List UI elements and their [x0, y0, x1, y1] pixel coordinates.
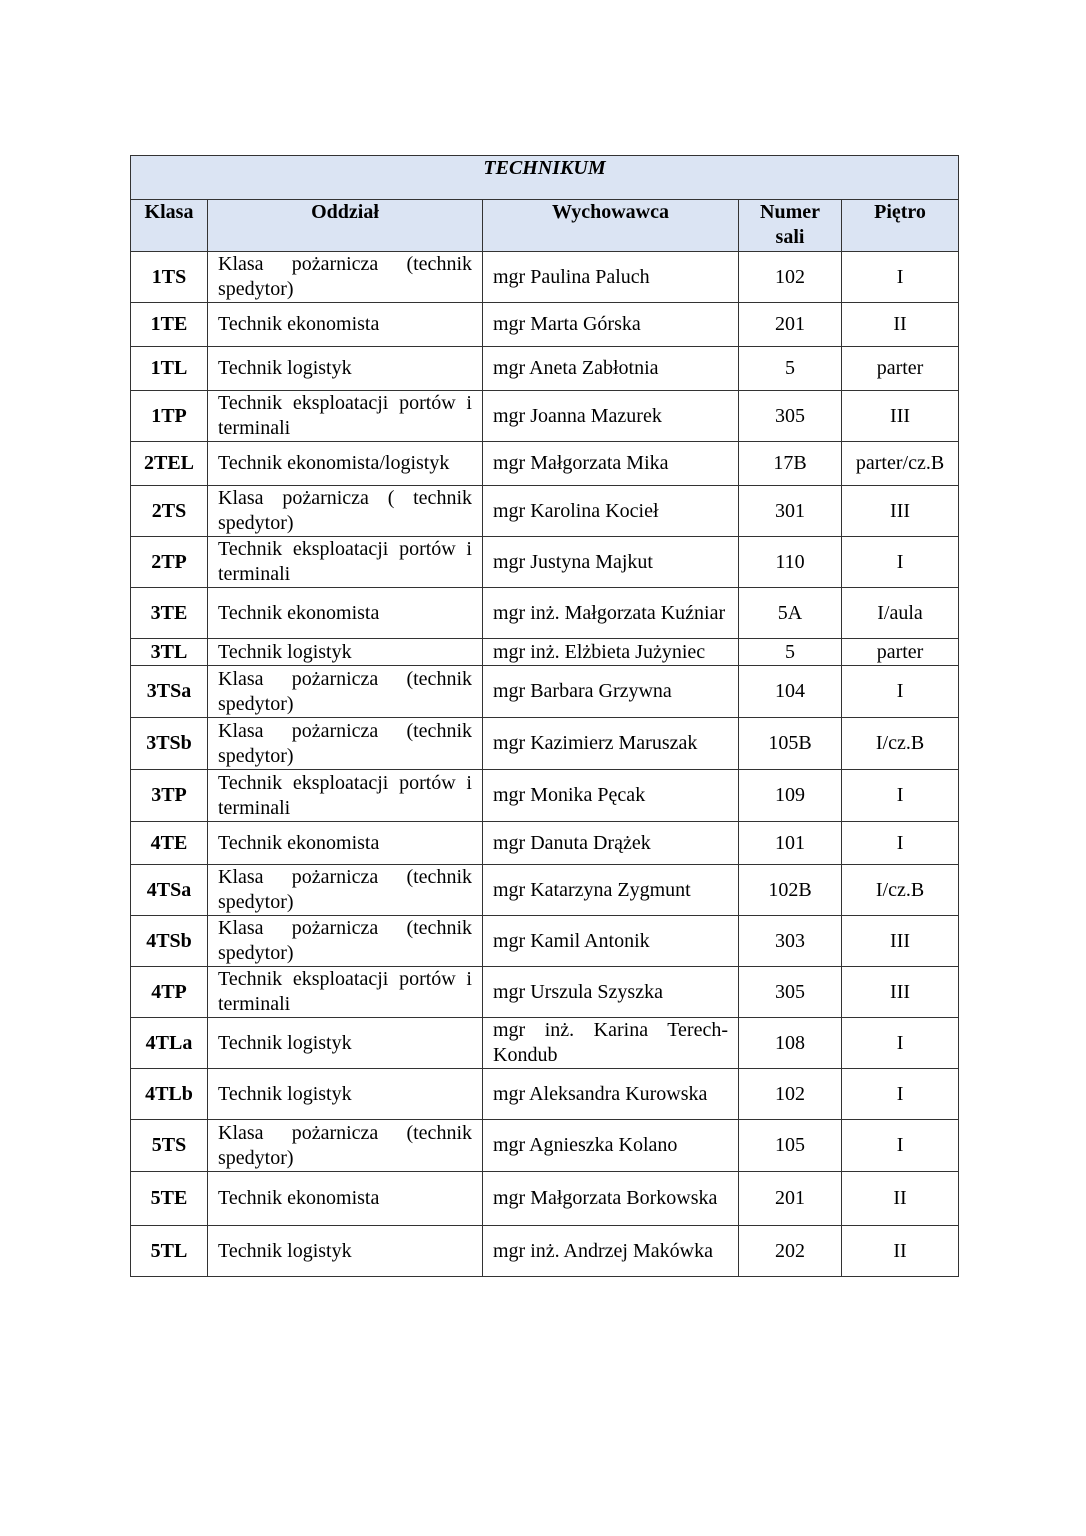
pietro-cell: I — [842, 537, 959, 588]
oddzial-cell: Klasa pożarnicza (technik spedytor) — [208, 865, 483, 916]
sala-cell: 102 — [739, 1069, 842, 1120]
pietro-cell: III — [842, 967, 959, 1018]
wychowawca-cell: mgr Danuta Drążek — [483, 822, 739, 865]
wychowawca-cell: mgr Monika Pęcak — [483, 770, 739, 822]
table-row — [131, 1120, 959, 1172]
table-row — [131, 442, 959, 486]
wychowawca-cell: mgr Kazimierz Maruszak — [483, 718, 739, 770]
klasa-cell: 5TE — [131, 1172, 208, 1226]
pietro-cell: I/aula — [842, 588, 959, 639]
table-row — [131, 666, 959, 718]
klasa-cell: 4TSa — [131, 865, 208, 916]
wychowawca-cell: mgr inż. Karina Terech-Kondub — [483, 1018, 739, 1069]
header-wychowawca: Wychowawca — [483, 200, 739, 252]
sala-cell: 102 — [739, 252, 842, 303]
klasa-cell: 4TLa — [131, 1018, 208, 1069]
table-row — [131, 770, 959, 822]
oddzial-cell: Klasa pożarnicza (technik spedytor) — [208, 916, 483, 967]
pietro-cell: parter — [842, 639, 959, 666]
table-body — [131, 252, 959, 1277]
sala-cell: 108 — [739, 1018, 842, 1069]
pietro-cell: II — [842, 1226, 959, 1277]
pietro-cell: II — [842, 1172, 959, 1226]
pietro-cell: I/cz.B — [842, 718, 959, 770]
oddzial-cell: Klasa pożarnicza ( technik spedytor) — [208, 486, 483, 537]
wychowawca-cell: mgr inż. Małgorzata Kuźniar — [483, 588, 739, 639]
oddzial-cell: Technik eksploatacji portów i terminali — [208, 537, 483, 588]
wychowawca-cell: mgr Agnieszka Kolano — [483, 1120, 739, 1172]
table-row — [131, 718, 959, 770]
table-row — [131, 537, 959, 588]
sala-cell: 5 — [739, 639, 842, 666]
wychowawca-cell: mgr Kamil Antonik — [483, 916, 739, 967]
pietro-cell: parter — [842, 347, 959, 391]
oddzial-cell: Technik ekonomista/logistyk — [208, 442, 483, 486]
klasa-cell: 1TE — [131, 303, 208, 347]
table-row — [131, 822, 959, 865]
sala-cell: 305 — [739, 967, 842, 1018]
oddzial-cell: Technik logistyk — [208, 639, 483, 666]
wychowawca-cell: mgr inż. Andrzej Makówka — [483, 1226, 739, 1277]
table-row — [131, 1172, 959, 1226]
oddzial-cell: Technik logistyk — [208, 1226, 483, 1277]
table-title: TECHNIKUM — [131, 156, 959, 200]
header-pietro: Piętro — [842, 200, 959, 252]
klasa-cell: 1TL — [131, 347, 208, 391]
pietro-cell: II — [842, 303, 959, 347]
oddzial-cell: Technik logistyk — [208, 347, 483, 391]
sala-cell: 301 — [739, 486, 842, 537]
oddzial-cell: Klasa pożarnicza (technik spedytor) — [208, 1120, 483, 1172]
oddzial-cell: Technik ekonomista — [208, 1172, 483, 1226]
table-row — [131, 303, 959, 347]
oddzial-cell: Technik eksploatacji portów i terminali — [208, 967, 483, 1018]
sala-cell: 102B — [739, 865, 842, 916]
pietro-cell: I — [842, 252, 959, 303]
table-row — [131, 391, 959, 442]
klasa-cell: 4TP — [131, 967, 208, 1018]
table-row — [131, 916, 959, 967]
table-row — [131, 588, 959, 639]
sala-cell: 5A — [739, 588, 842, 639]
table-row — [131, 1226, 959, 1277]
oddzial-cell: Klasa pożarnicza (technik spedytor) — [208, 718, 483, 770]
pietro-cell: III — [842, 486, 959, 537]
header-klasa: Klasa — [131, 200, 208, 252]
pietro-cell: I/cz.B — [842, 865, 959, 916]
klasa-cell: 4TLb — [131, 1069, 208, 1120]
wychowawca-cell: mgr inż. Elżbieta Jużyniec — [483, 639, 739, 666]
klasa-cell: 4TSb — [131, 916, 208, 967]
wychowawca-cell: mgr Justyna Majkut — [483, 537, 739, 588]
klasa-cell: 5TL — [131, 1226, 208, 1277]
table-row — [131, 967, 959, 1018]
oddzial-cell: Technik eksploatacji portów i terminali — [208, 770, 483, 822]
wychowawca-cell: mgr Małgorzata Borkowska — [483, 1172, 739, 1226]
klasa-cell: 5TS — [131, 1120, 208, 1172]
sala-cell: 303 — [739, 916, 842, 967]
wychowawca-cell: mgr Urszula Szyszka — [483, 967, 739, 1018]
wychowawca-cell: mgr Karolina Kocieł — [483, 486, 739, 537]
pietro-cell: I — [842, 770, 959, 822]
klasa-cell: 2TS — [131, 486, 208, 537]
header-oddzial: Oddział — [208, 200, 483, 252]
klasa-cell: 3TSb — [131, 718, 208, 770]
table-row — [131, 865, 959, 916]
oddzial-cell: Technik ekonomista — [208, 588, 483, 639]
sala-cell: 105B — [739, 718, 842, 770]
sala-cell: 201 — [739, 1172, 842, 1226]
header-numer-sali: Numer sali — [739, 200, 842, 252]
pietro-cell: I — [842, 1069, 959, 1120]
sala-cell: 105 — [739, 1120, 842, 1172]
oddzial-cell: Technik ekonomista — [208, 822, 483, 865]
class-table — [130, 155, 959, 1277]
pietro-cell: I — [842, 1120, 959, 1172]
sala-cell: 104 — [739, 666, 842, 718]
oddzial-cell: Technik logistyk — [208, 1018, 483, 1069]
oddzial-cell: Technik logistyk — [208, 1069, 483, 1120]
oddzial-cell: Technik ekonomista — [208, 303, 483, 347]
table-row — [131, 347, 959, 391]
pietro-cell: III — [842, 916, 959, 967]
klasa-cell: 2TEL — [131, 442, 208, 486]
sala-cell: 305 — [739, 391, 842, 442]
klasa-cell: 1TS — [131, 252, 208, 303]
table-row — [131, 486, 959, 537]
sala-cell: 17B — [739, 442, 842, 486]
pietro-cell: III — [842, 391, 959, 442]
pietro-cell: I — [842, 822, 959, 865]
klasa-cell: 4TE — [131, 822, 208, 865]
table-row — [131, 1018, 959, 1069]
wychowawca-cell: mgr Małgorzata Mika — [483, 442, 739, 486]
pietro-cell: I — [842, 666, 959, 718]
sala-cell: 109 — [739, 770, 842, 822]
oddzial-cell: Klasa pożarnicza (technik spedytor) — [208, 252, 483, 303]
klasa-cell: 2TP — [131, 537, 208, 588]
wychowawca-cell: mgr Aneta Zabłotnia — [483, 347, 739, 391]
sala-cell: 110 — [739, 537, 842, 588]
oddzial-cell: Klasa pożarnicza (technik spedytor) — [208, 666, 483, 718]
sala-cell: 202 — [739, 1226, 842, 1277]
klasa-cell: 3TL — [131, 639, 208, 666]
wychowawca-cell: mgr Paulina Paluch — [483, 252, 739, 303]
sala-cell: 101 — [739, 822, 842, 865]
wychowawca-cell: mgr Marta Górska — [483, 303, 739, 347]
table-row — [131, 1069, 959, 1120]
pietro-cell: parter/cz.B — [842, 442, 959, 486]
klasa-cell: 3TSa — [131, 666, 208, 718]
wychowawca-cell: mgr Joanna Mazurek — [483, 391, 739, 442]
pietro-cell: I — [842, 1018, 959, 1069]
sala-cell: 5 — [739, 347, 842, 391]
oddzial-cell: Technik eksploatacji portów i terminali — [208, 391, 483, 442]
klasa-cell: 3TP — [131, 770, 208, 822]
table-row — [131, 639, 959, 666]
klasa-cell: 1TP — [131, 391, 208, 442]
wychowawca-cell: mgr Aleksandra Kurowska — [483, 1069, 739, 1120]
klasa-cell: 3TE — [131, 588, 208, 639]
wychowawca-cell: mgr Barbara Grzywna — [483, 666, 739, 718]
table-row — [131, 252, 959, 303]
sala-cell: 201 — [739, 303, 842, 347]
wychowawca-cell: mgr Katarzyna Zygmunt — [483, 865, 739, 916]
